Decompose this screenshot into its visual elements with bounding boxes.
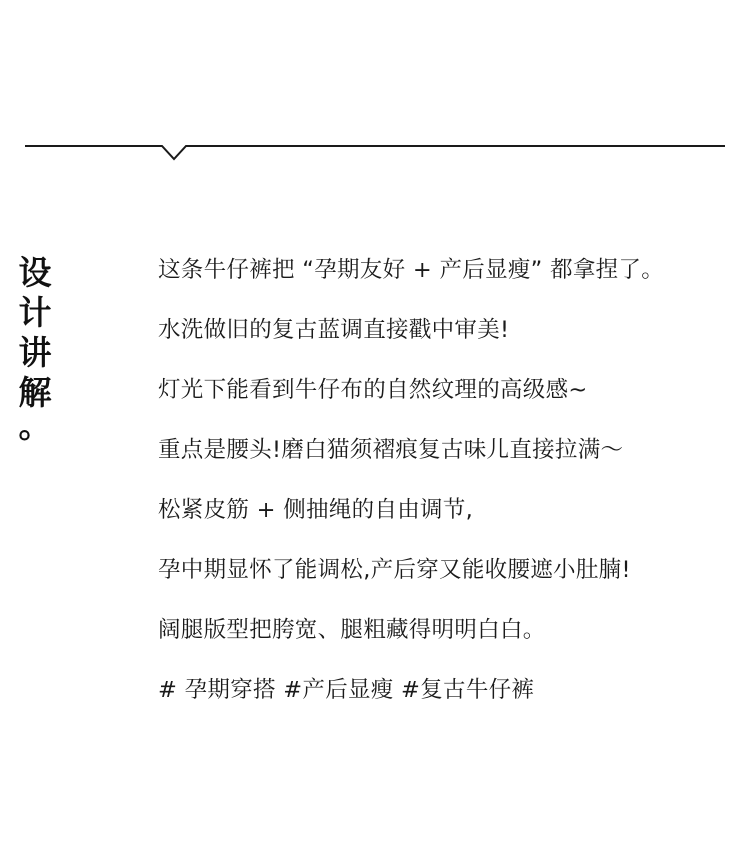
description-line: 水洗做旧的复古蓝调直接戳中审美! xyxy=(158,317,510,343)
hashtags-line: # 孕期穿搭 #产后显瘦 #复古牛仔裤 xyxy=(158,677,535,703)
title-char: 解 xyxy=(18,373,52,412)
title-punctuation: 。 xyxy=(18,406,52,445)
description-text xyxy=(158,255,748,735)
description-line: 这条牛仔裤把 “孕期友好 + 产后显瘦” 都拿捏了。 xyxy=(158,257,665,283)
description-line: 阔腿版型把胯宽、腿粗藏得明明白白。 xyxy=(158,617,546,643)
description-line: 孕中期显怀了能调松,产后穿又能收腰遮小肚腩! xyxy=(158,557,631,583)
section-title-vertical xyxy=(14,253,56,445)
title-char: 讲 xyxy=(18,333,52,372)
description-line: 重点是腰头!磨白猫须褶痕复古味儿直接拉满～ xyxy=(158,437,624,463)
description-line: 灯光下能看到牛仔布的自然纹理的高级感~ xyxy=(158,377,588,403)
description-line: 松紧皮筋 + 侧抽绳的自由调节, xyxy=(158,497,474,523)
title-char: 设 xyxy=(18,253,52,292)
title-char: 计 xyxy=(18,293,52,332)
